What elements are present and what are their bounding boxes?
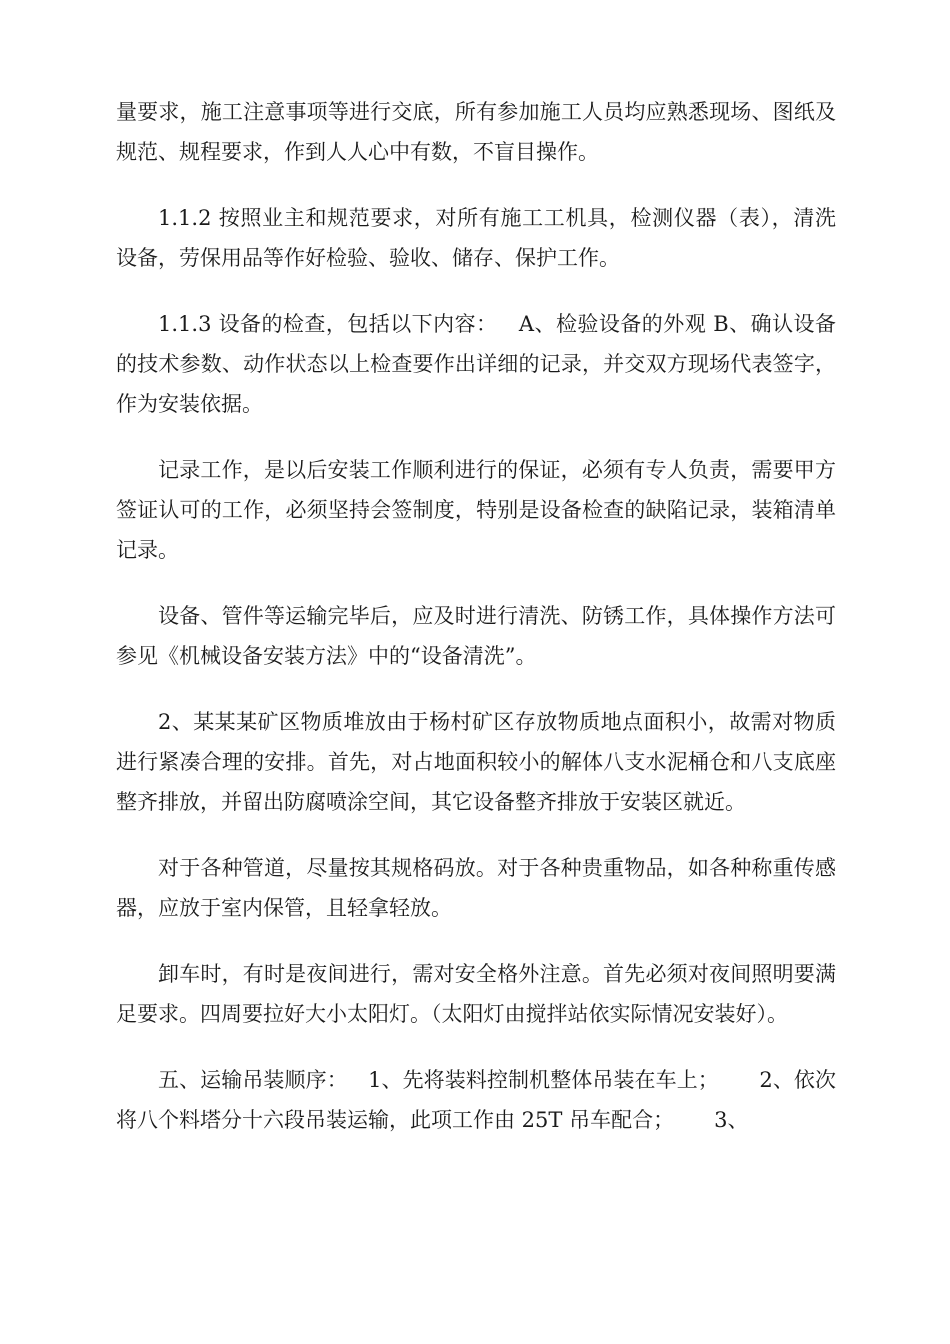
paragraph-1-1-3: 1.1.3 设备的检查，包括以下内容： A、检验设备的外观 B、确认设备的技术参数、动作状态以上检查要作出详细的记录，并交双方现场代表签字，作为安装依据。: [116, 312, 836, 416]
document-body: [116, 92, 836, 1166]
paragraph-continuation: 量要求，施工注意事项等进行交底，所有参加施工人员均应熟悉现场、图纸及规范、规程要求，作到人人心中有数，不盲目操作。: [116, 100, 836, 164]
paragraph-record-work: 记录工作，是以后安装工作顺利进行的保证，必须有专人负责，需要甲方签证认可的工作，必须坚持会签制度，特别是设备检查的缺陷记录，装箱清单记录。: [116, 458, 836, 562]
paragraph-pipes: 对于各种管道，尽量按其规格码放。对于各种贵重物品，如各种称重传感器，应放于室内保管，且轻拿轻放。: [116, 856, 836, 920]
paragraph-material-storage: 2、某某某矿区物质堆放由于杨村矿区存放物质地点面积小，故需对物质进行紧凑合理的安排。首先，对占地面积较小的解体八支水泥桶仓和八支底座整齐排放，并留出防腐喷涂空间，其它设备整齐排放于安装区就近。: [116, 710, 836, 814]
paragraph-equipment-cleaning: 设备、管件等运输完毕后，应及时进行清洗、防锈工作，具体操作方法可参见《机械设备安装方法》中的“设备清洗”。: [116, 604, 836, 668]
paragraph-1-1-2: 1.1.2 按照业主和规范要求，对所有施工工机具，检测仪器（表），清洗设备，劳保用品等作好检验、验收、储存、保护工作。: [116, 206, 836, 270]
paragraph-hoisting-sequence: 五、运输吊装顺序： 1、先将装料控制机整体吊装在车上； 2、依次将八个料塔分十六段吊装运输，此项工作由 25T 吊车配合； 3、: [116, 1068, 836, 1132]
paragraph-unloading: 卸车时，有时是夜间进行，需对安全格外注意。首先必须对夜间照明要满足要求。四周要拉好大小太阳灯。（太阳灯由搅拌站依实际情况安装好）。: [116, 962, 836, 1026]
